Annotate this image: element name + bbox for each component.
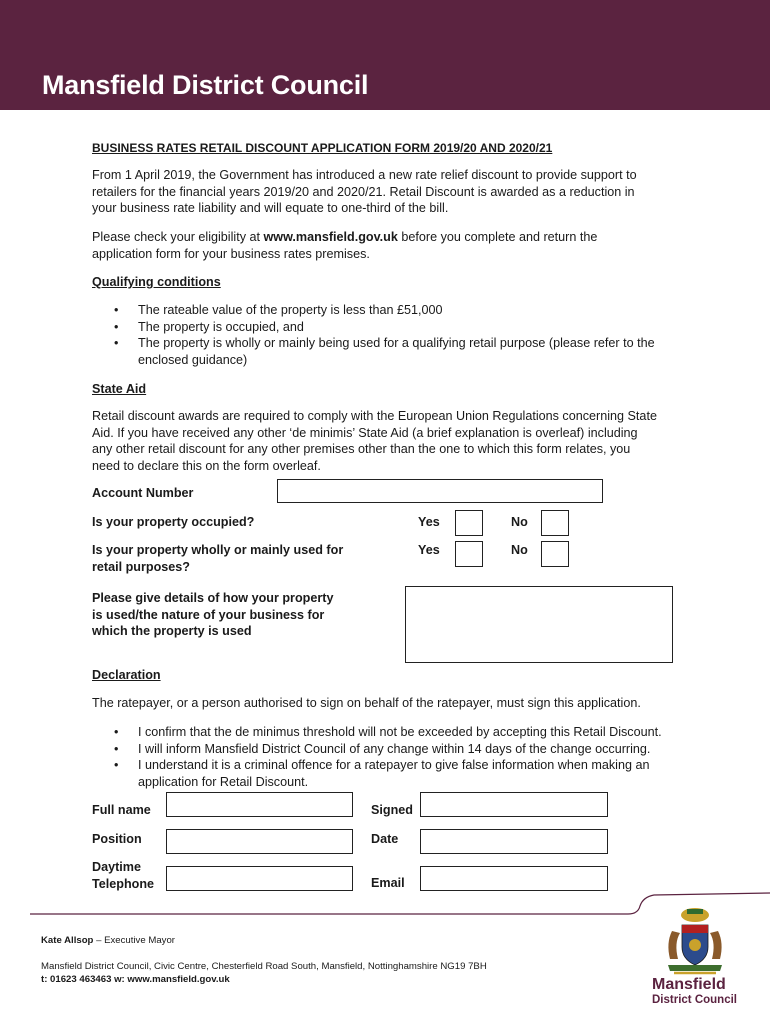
crest-wreath	[687, 909, 703, 914]
signed-label: Signed	[371, 803, 413, 817]
daytime-label-line: Daytime	[92, 860, 141, 874]
eligibility-text: Please check your eligibility at	[92, 230, 264, 244]
form-title: BUSINESS RATES RETAIL DISCOUNT APPLICATION FORM 2019/20 AND 2020/21	[92, 141, 553, 155]
state-aid-heading: State Aid	[92, 382, 147, 396]
account-number-label: Account Number	[92, 486, 194, 500]
mayor-line	[41, 934, 175, 947]
declaration-intro: The ratepayer, or a person authorised to sign on behalf of the ratepayer, must sign this application.	[92, 696, 641, 710]
council-title: Mansfield District Council	[42, 70, 369, 100]
state-aid-line: any other retail discount for any other premises other than the one to which this form relates, you	[92, 442, 631, 456]
bullet-icon: •	[114, 758, 119, 772]
logo-subtitle: District Council	[652, 994, 737, 1006]
details-label-line: is used/the nature of your business for	[92, 607, 325, 622]
list-item-text: enclosed guidance)	[138, 352, 248, 367]
crest-chief	[682, 925, 708, 933]
bullet-icon: •	[114, 319, 119, 334]
email-label: Email	[371, 876, 405, 890]
state-aid-line: Retail discount awards are required to comply with the European Union Regulations concerning State	[92, 409, 657, 423]
occupied-yes-label: Yes	[418, 515, 440, 529]
retail-no-label: No	[511, 543, 528, 557]
list-item-text: The rateable value of the property is less than £51,000	[138, 303, 443, 317]
retail-yes-label: Yes	[418, 543, 440, 557]
state-aid-line: Aid. If you have received any other ‘de minimis’ State Aid (a brief explanation is overleaf) including	[92, 425, 638, 440]
eligibility-text: before you complete and return the	[397, 230, 598, 244]
list-item-text: I confirm that the de minimus threshold will not be exceeded by accepting this Retail Discount.	[138, 725, 662, 739]
retail-purpose-line: retail purposes?	[92, 559, 190, 574]
state-aid-line: need to declare this on the form overleaf.	[92, 458, 321, 473]
intro-line: retailers for the financial years 2019/20 and 2020/21. Retail Discount is awarded as a reduction in	[92, 184, 635, 199]
mayor-title: – Executive Mayor	[93, 935, 176, 946]
intro-line: your business rate liability and will equate to one-third of the bill.	[92, 201, 449, 215]
telephone-label-line: Telephone	[92, 876, 155, 891]
footer-address: Mansfield District Council, Civic Centre, Chesterfield Road South, Mansfield, Nottinghamshire NG19 7BH	[41, 961, 487, 972]
website-link[interactable]: www.mansfield.gov.uk	[263, 230, 398, 244]
list-item-text: The property is wholly or mainly being used for a qualifying retail purpose (please refer to the	[138, 336, 655, 350]
coat-of-arms-icon	[658, 903, 732, 977]
occupied-no-label: No	[511, 515, 528, 529]
list-item-text: I understand it is a criminal offence for a ratepayer to give false information when making an	[138, 758, 650, 772]
logo-name: Mansfield	[652, 976, 726, 993]
retail-purpose-line: Is your property wholly or mainly used for	[92, 543, 344, 557]
list-item-text: The property is occupied, and	[138, 319, 304, 334]
crest-compartment	[668, 965, 722, 971]
bullet-icon: •	[114, 336, 119, 350]
bullet-icon: •	[114, 303, 119, 317]
declaration-heading: Declaration	[92, 668, 161, 682]
eligibility-text: application form for your business rates premises.	[92, 246, 370, 261]
details-label-line: which the property is used	[92, 624, 252, 638]
position-label: Position	[92, 832, 142, 846]
list-item-text: application for Retail Discount.	[138, 774, 309, 789]
crest-supporter-right	[710, 931, 722, 959]
footer-contact: t: 01623 463463 w: www.mansfield.gov.uk	[41, 974, 230, 985]
crest-supporter-left	[668, 931, 680, 959]
occupied-label: Is your property occupied?	[92, 515, 255, 529]
mayor-name: Kate Allsop	[41, 935, 94, 946]
bullet-icon: •	[114, 741, 119, 756]
intro-line: From 1 April 2019, the Government has introduced a new rate relief discount to provide support to	[92, 168, 637, 182]
full-name-label: Full name	[92, 803, 151, 817]
list-item-text: I will inform Mansfield District Council of any change within 14 days of the change occurring.	[138, 741, 651, 756]
date-label: Date	[371, 832, 399, 846]
bullet-icon: •	[114, 725, 119, 739]
details-label-line: Please give details of how your property	[92, 591, 334, 605]
crest-charge	[689, 939, 701, 951]
qualifying-heading: Qualifying conditions	[92, 275, 221, 289]
